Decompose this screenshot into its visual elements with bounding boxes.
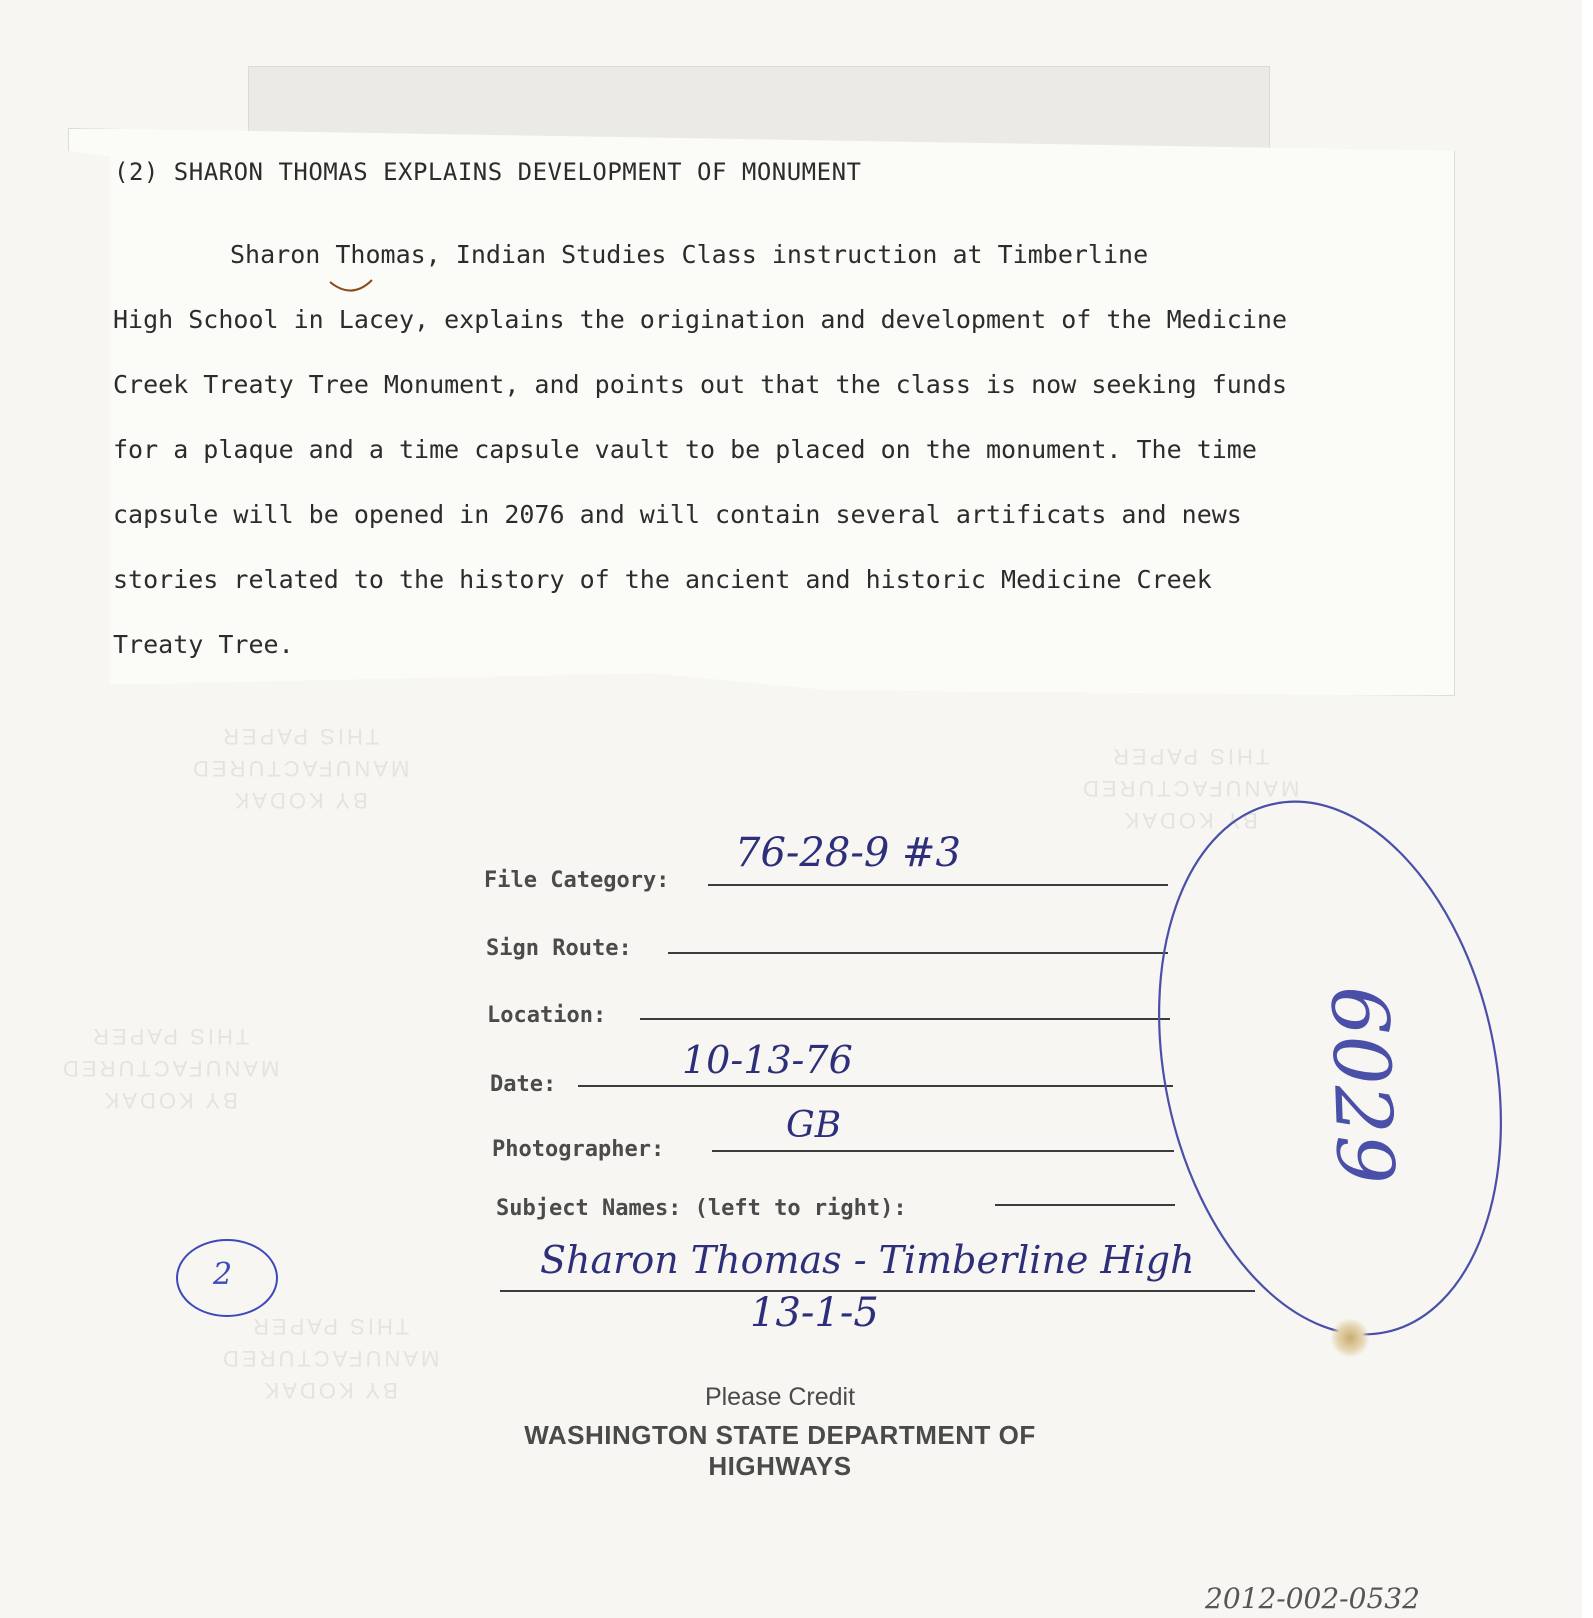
caption-body: [113, 222, 1433, 677]
sign-route-rule: [668, 952, 1168, 954]
date-rule: [578, 1085, 1173, 1087]
watermark: [60, 1020, 279, 1116]
caption-line: Sharon Thomas, Indian Studies Class instruction at Timberline: [230, 240, 1149, 269]
caption-line: stories related to the history of the ancient and historic Medicine Creek: [113, 565, 1212, 594]
watermark-line: BY KODAK: [231, 788, 368, 813]
date-value: 10-13-76: [682, 1038, 853, 1082]
department-text: WASHINGTON STATE DEPARTMENT OF HIGHWAYS: [524, 1420, 1036, 1481]
watermark-line: BY KODAK: [1121, 808, 1258, 833]
caption-title: (2) SHARON THOMAS EXPLAINS DEVELOPMENT OF MONUMENT: [114, 158, 862, 186]
watermark-line: MANUFACTURED: [190, 756, 410, 781]
watermark: [190, 720, 409, 816]
caption-line: for a plaque and a time capsule vault to be placed on the monument. The time: [113, 435, 1257, 464]
archive-number: 2012-002-0532: [1205, 1582, 1420, 1615]
adhesive-stain: [1330, 1318, 1370, 1358]
circled-number: 2: [213, 1257, 233, 1292]
location-rule: [640, 1018, 1170, 1020]
file-category-value: 76-28-9 #3: [735, 830, 961, 876]
watermark-line: BY KODAK: [101, 1088, 238, 1113]
file-category-label: File Category:: [484, 868, 670, 893]
date-label: Date:: [490, 1072, 557, 1097]
subject-names-label: Subject Names: (left to right):: [496, 1196, 907, 1221]
caption-line: Creek Treaty Tree Monument, and points out that the class is now seeking funds: [113, 370, 1287, 399]
photographer-label: Photographer:: [492, 1137, 665, 1162]
caption-line: Treaty Tree.: [113, 630, 294, 659]
watermark-line: MANUFACTURED: [220, 1346, 440, 1371]
please-credit-text: Please Credit: [704, 1383, 856, 1411]
watermark-line: THIS PAPER: [1110, 744, 1270, 769]
photographer-rule: [712, 1150, 1174, 1152]
watermark-line: THIS PAPER: [220, 724, 380, 749]
location-label: Location:: [487, 1003, 607, 1028]
photographer-value: GB: [786, 1105, 842, 1146]
watermark: [220, 1310, 439, 1406]
watermark-line: THIS PAPER: [250, 1314, 410, 1339]
watermark-line: MANUFACTURED: [60, 1056, 280, 1081]
subject-code: 13-1-5: [750, 1290, 879, 1336]
watermark-line: MANUFACTURED: [1080, 776, 1300, 801]
watermark-line: BY KODAK: [261, 1378, 398, 1403]
sheet-edge: [1582, 0, 1593, 1618]
caption-line: capsule will be opened in 2076 and will contain several artificats and news: [113, 500, 1242, 529]
credit-stamp: [470, 1383, 1090, 1482]
subject-names-rule: [995, 1204, 1175, 1206]
subject-names-value: Sharon Thomas - Timberline High: [540, 1238, 1195, 1282]
watermark-line: THIS PAPER: [90, 1024, 250, 1049]
caption-line: High School in Lacey, explains the origination and development of the Medicine: [113, 305, 1287, 334]
watermark: [1080, 740, 1299, 836]
oval-number: 6029: [1312, 984, 1410, 1186]
file-category-rule: [708, 884, 1168, 886]
sign-route-label: Sign Route:: [486, 936, 632, 961]
